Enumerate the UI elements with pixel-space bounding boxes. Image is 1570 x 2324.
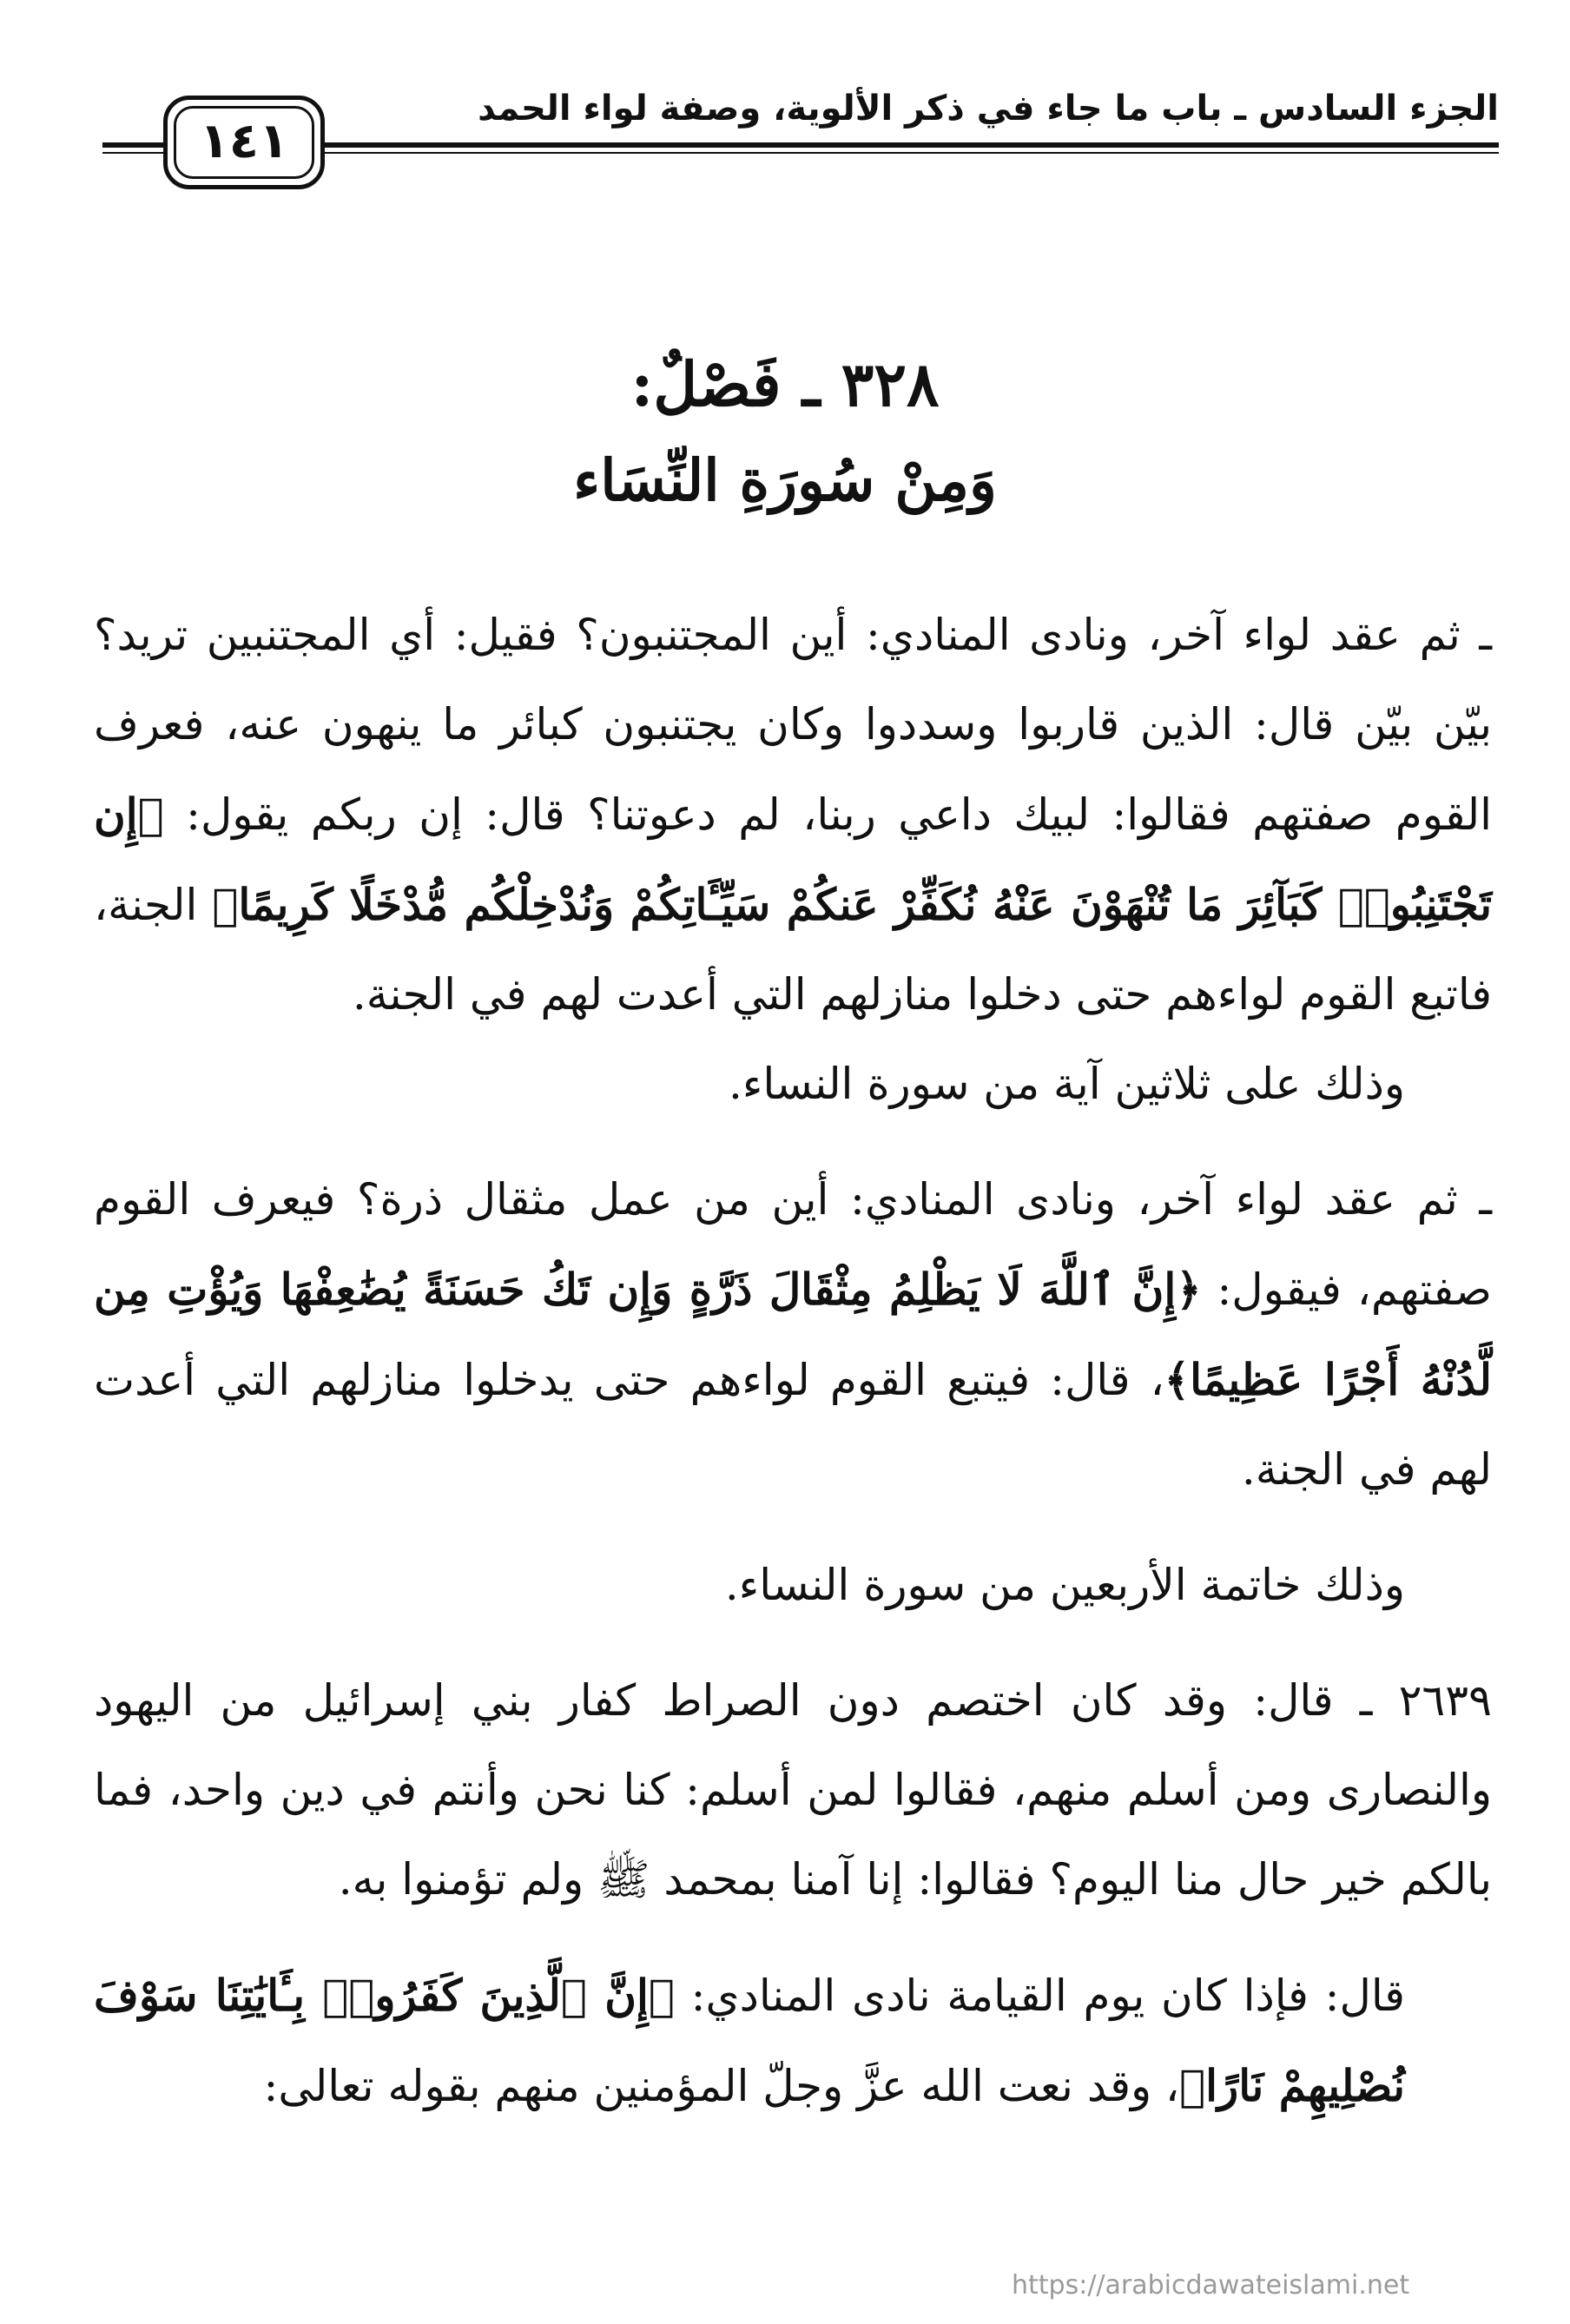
- quran-verse: ﴿إِن تَجْتَنِبُوا۟ كَبَآئِرَ مَا تُنْهَوْنَ عَنْهُ نُكَفِّرْ عَنكُمْ سَيِّـَٔاتِكُمْ وَنُدْخِلْكُم مُّدْخَلًا كَرِيمًا﴾: [94, 789, 1492, 930]
- watermark-url: https://arabicdawateislami.net: [1012, 2270, 1410, 2301]
- quran-verse: ﴿إِنَّ ٱللَّهَ لَا يَظْلِمُ مِثْقَالَ ذَرَّةٍ وَإِن تَكُ حَسَنَةً يُضَٰعِفْهَا وَيُؤْتِ مِن لَّدُنْهُ أَجْرًا عَظِيمًا﴾: [94, 1264, 1492, 1405]
- paragraph-text: الجنة، فاتبع القوم لواءهم حتى دخلوا منازلهم التي أعدت لهم في الجنة.: [94, 880, 1492, 1020]
- paragraph-text: ـ ثم عقد لواء آخر، ونادى المنادي: أين من عمل مثقال ذرة؟ فيعرف القوم صفتهم، فيقول:: [94, 1174, 1492, 1315]
- paragraph-2: وذلك على ثلاثين آية من سورة النساء.: [728, 1059, 1405, 1109]
- paragraph-3: [94, 1155, 1492, 1515]
- section-heading: ٣٢٨ ـ فَصْلٌ:: [630, 348, 940, 420]
- body-text: [94, 591, 1492, 2131]
- page-number-frame: [163, 96, 325, 189]
- paragraph-5: ٢٦٣٩ ـ قال: وقد كان اختصم دون الصراط كفار بني إسرائيل من اليهود والنصارى ومن أسلم منهم، فقالوا لمن أسلم: كنا نحن وأنتم في دين واحد، فما بالكم خير حال منا اليوم؟ فقالوا: إنا آمنا بمحمد ﷺ ولم تؤمنوا به.: [94, 1675, 1492, 1905]
- page-number: ١٤١: [199, 113, 289, 169]
- paragraph-6: [94, 1951, 1492, 2131]
- paragraph-text: قال: فإذا كان يوم القيامة نادى المنادي:: [674, 1971, 1405, 2021]
- paragraph-text: ، وقد نعت الله عزَّ وجلّ المؤمنين منهم بقوله تعالى:: [263, 2061, 1180, 2111]
- paragraph-text: ـ ثم عقد لواء آخر، ونادى المنادي: أين المجتنبون؟ فقيل: أي المجتنبين تريد؟ بيّن بيّن قال: الذين قاربوا وسددوا وكان يجتنبون كبائر ما ينهون عنه، فعرف القوم صفتهم فقالوا: لبيك داعي ربنا، لم دعوتنا؟ قال: إن ربكم يقول:: [94, 610, 1492, 840]
- paragraph-4: وذلك خاتمة الأربعين من سورة النساء.: [724, 1560, 1405, 1610]
- section-subtitle: وَمِنْ سُورَةِ النِّسَاء: [573, 446, 997, 514]
- quran-verse: ﴿إِنَّ ٱلَّذِينَ كَفَرُوا۟ بِـَٔايَٰتِنَا سَوْفَ نُصْلِيهِمْ نَارًا﴾: [94, 1970, 1405, 2111]
- paragraph-1: [94, 591, 1492, 1040]
- paragraph-text: ، قال: فيتبع القوم لواءهم حتى يدخلوا منازلهم التي أعدت لهم في الجنة.: [94, 1355, 1492, 1495]
- running-title: الجزء السادس ـ باب ما جاء في ذكر الألوية، وصفة لواء الحمد: [478, 89, 1499, 129]
